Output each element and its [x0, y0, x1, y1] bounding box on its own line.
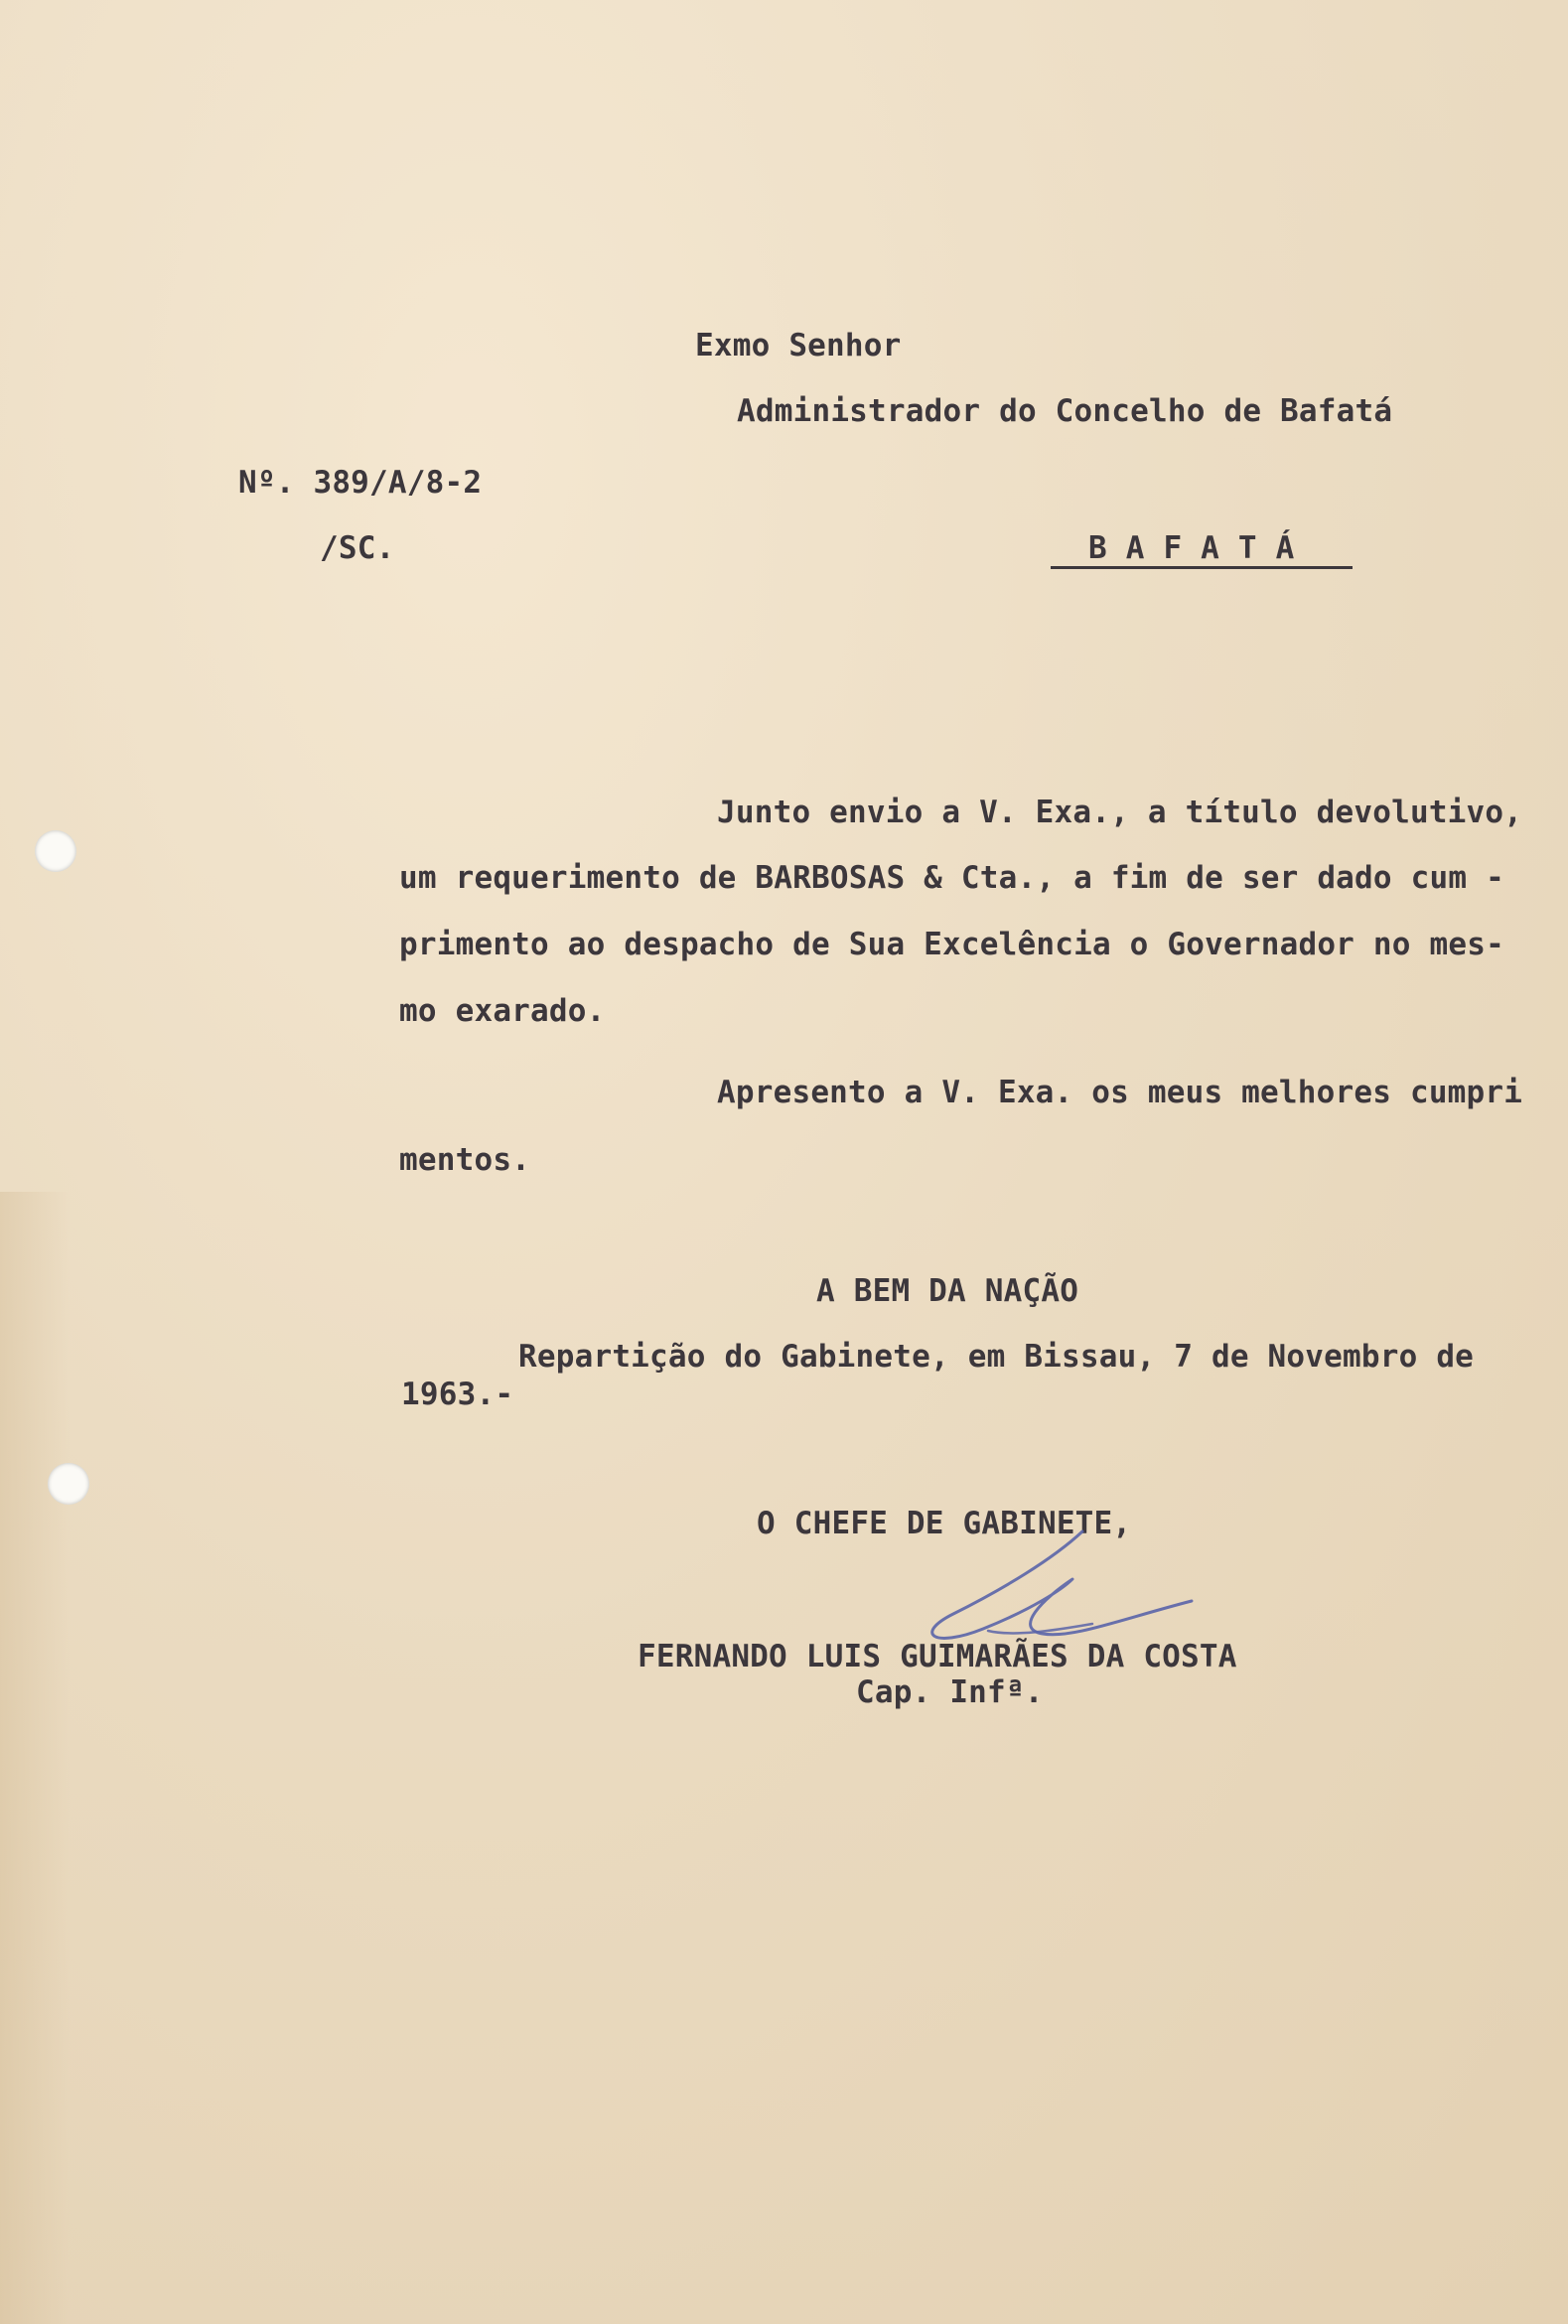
paper-edge-shading [0, 1192, 70, 2324]
body-line-4: mo exarado. [399, 993, 606, 1029]
salutation: Exmo Senhor [695, 328, 902, 363]
signatory-name: FERNANDO LUIS GUIMARÃES DA COSTA [638, 1639, 1237, 1674]
reference-number: Nº. 389/A/8-2 [238, 465, 483, 501]
reference-suffix: /SC. [320, 530, 395, 566]
motto: A BEM DA NAÇÃO [816, 1273, 1079, 1309]
body-line-2: um requerimento de BARBOSAS & Cta., a fim de ser dado cum - [399, 860, 1504, 896]
recipient: Administrador do Concelho de Bafatá [737, 393, 1393, 429]
destination-city-underline [1051, 566, 1353, 569]
place-date-line-1: Repartição do Gabinete, em Bissau, 7 de Novembro de [518, 1339, 1475, 1375]
punch-hole-bottom [48, 1463, 89, 1505]
closing-line-2: mentos. [399, 1142, 531, 1178]
closing-line-1: Apresento a V. Exa. os meus melhores cumpri [717, 1075, 1523, 1110]
destination-city: B A F A T Á [1088, 530, 1295, 566]
body-line-1: Junto envio a V. Exa., a título devolutivo, [717, 795, 1523, 830]
signatory-title: O CHEFE DE GABINETE, [757, 1506, 1132, 1541]
punch-hole-top [35, 830, 76, 872]
place-date-line-2: 1963.- [401, 1377, 514, 1412]
signatory-rank: Cap. Infª. [856, 1674, 1044, 1710]
body-line-3: primento ao despacho de Sua Excelência o Governador no mes- [399, 927, 1504, 962]
